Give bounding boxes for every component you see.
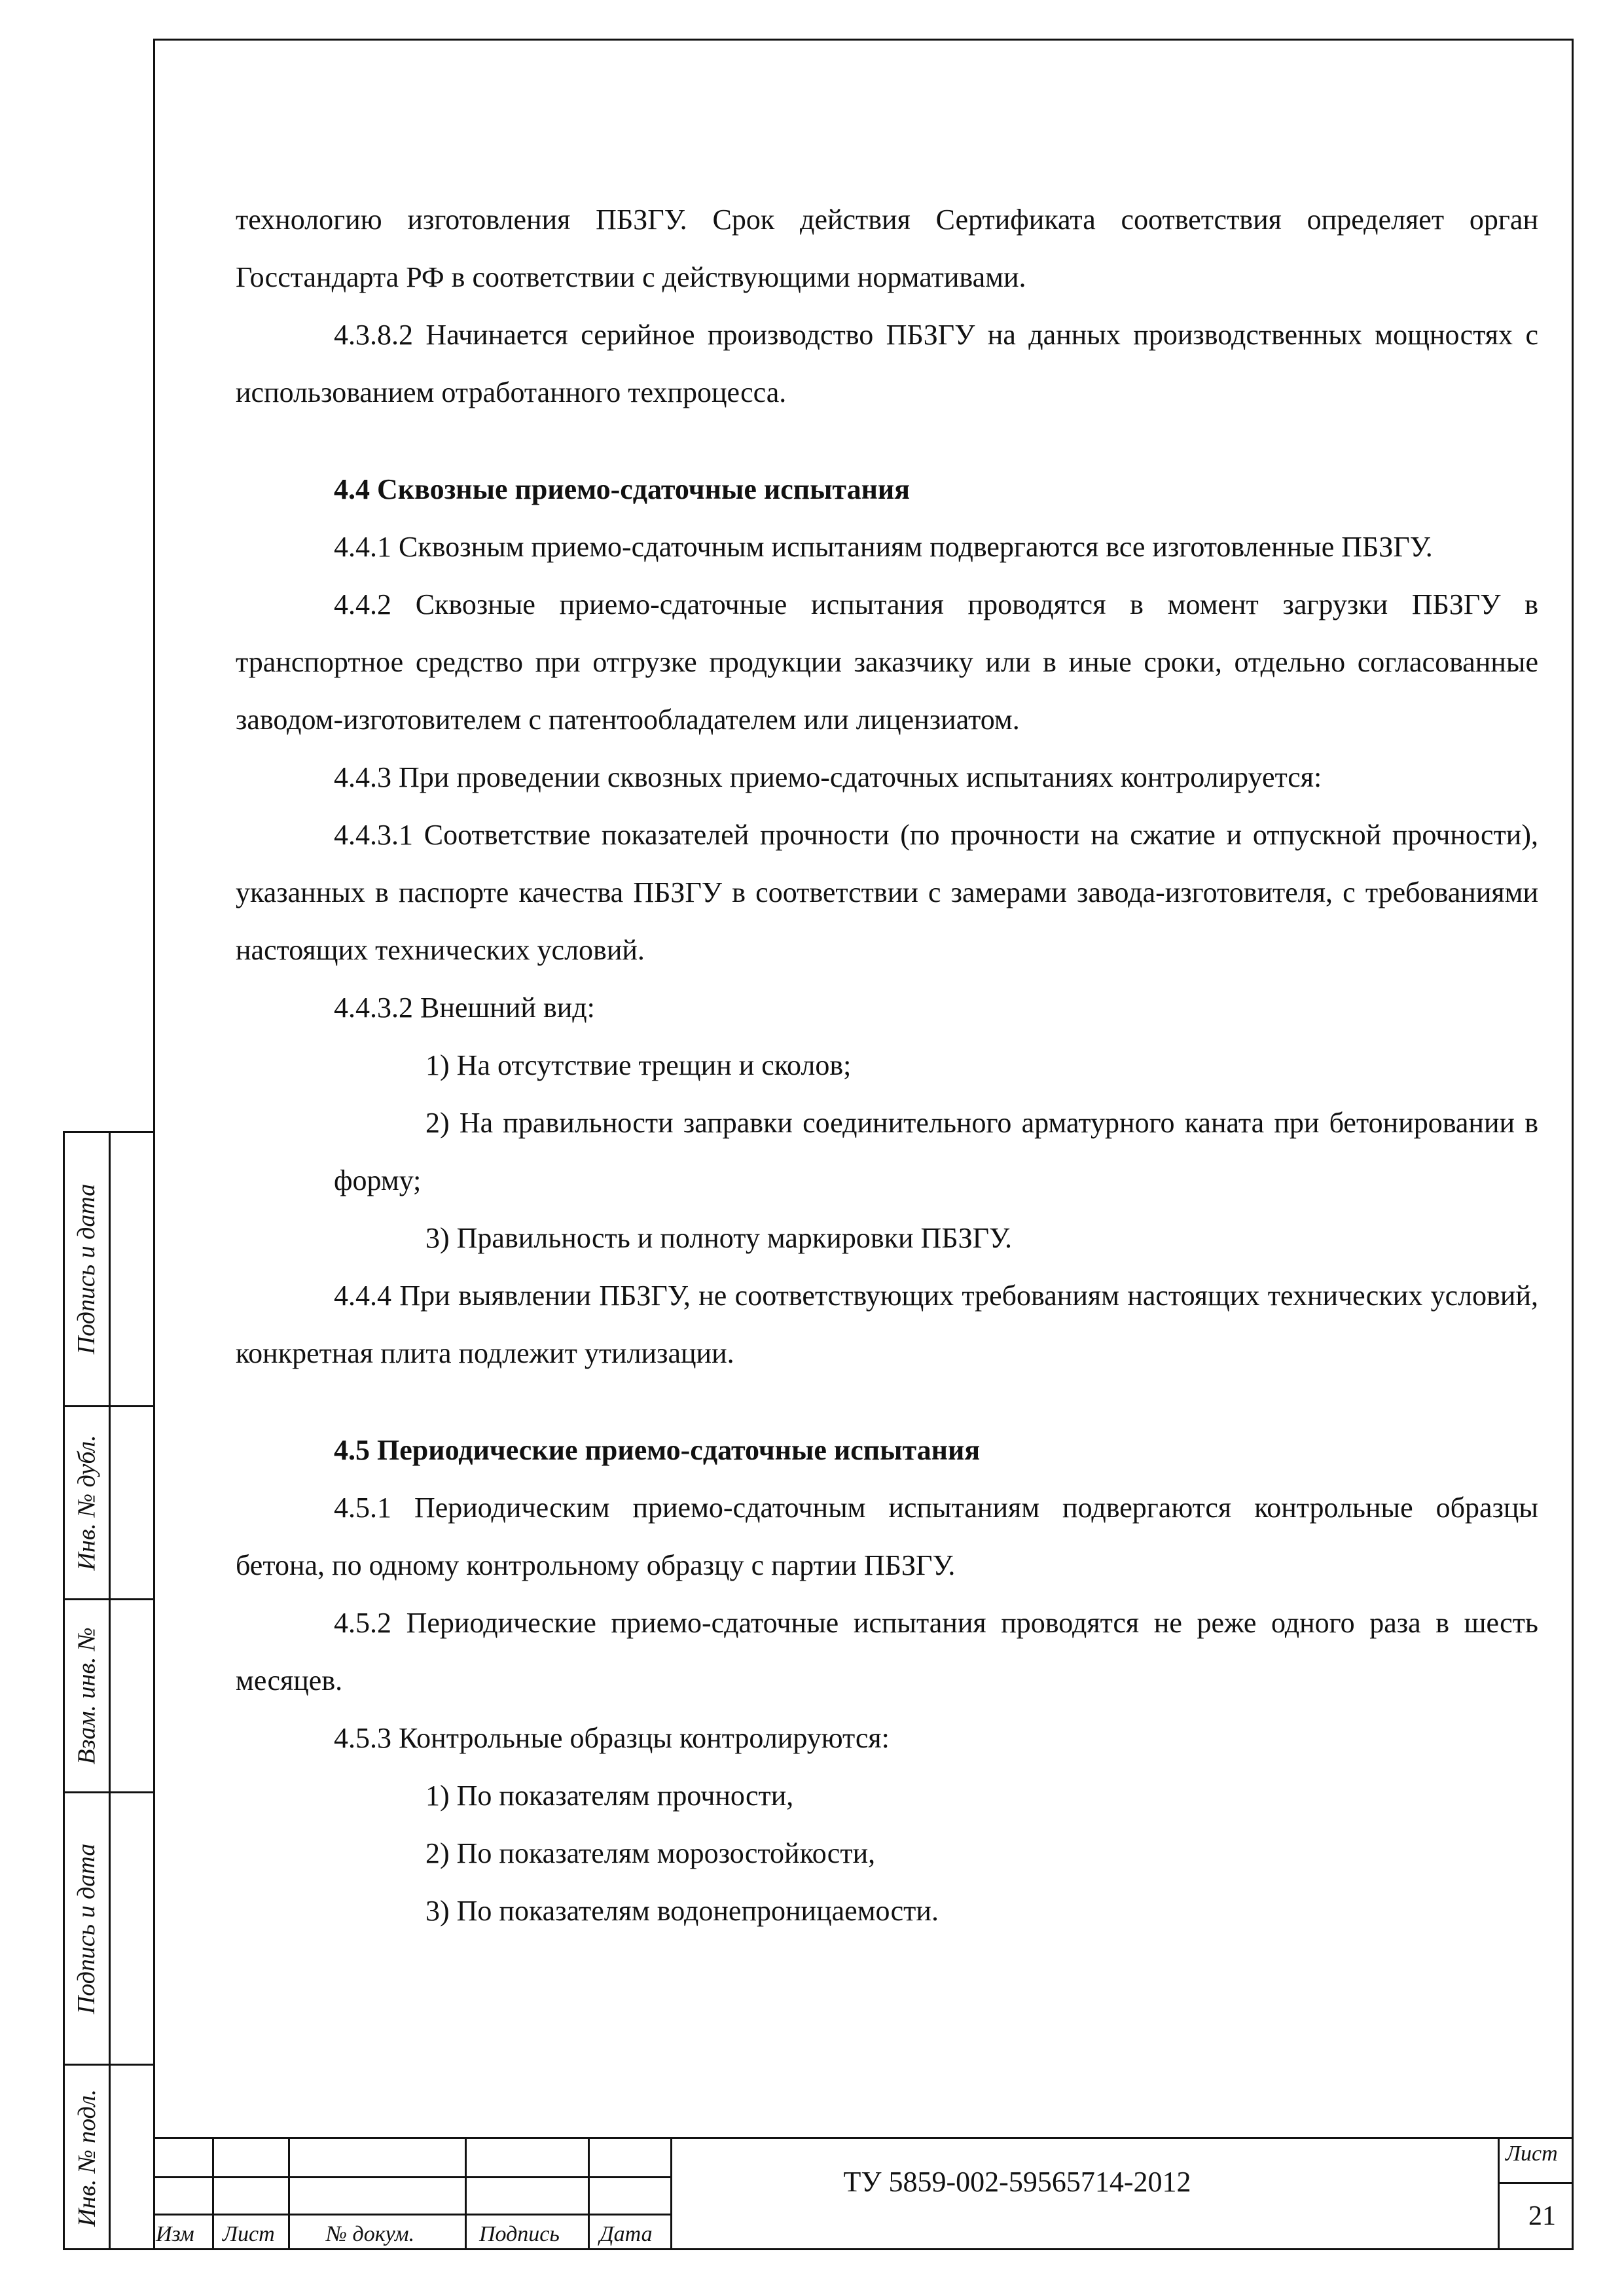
paragraph: 4.5.1 Периодическим приемо-сдаточным испытаниям подвергаются контрольные образцы бетона, по одному контрольному образцу с партии ПБЗГУ. [236, 1492, 1538, 1581]
stamp-header-list: Лист [223, 2222, 275, 2246]
paragraph: 4.4.3.2 Внешний вид: [334, 992, 595, 1024]
list-item: 3) Правильность и полноту маркировки ПБЗГУ. [425, 1222, 1013, 1254]
section-heading: 4.4 Сквозные приемо-сдаточные испытания [334, 473, 911, 505]
side-cell [65, 2064, 153, 2250]
side-cell [65, 1133, 153, 1405]
stamp-header-date: Дата [600, 2222, 653, 2246]
sheet-label: Лист [1506, 2142, 1558, 2166]
side-label: Взам. инв. № [73, 1627, 101, 1765]
paragraph: 4.5.2 Периодические приемо-сдаточные испытания проводятся не реже одного раза в шесть месяцев. [236, 1607, 1538, 1696]
list-item: 1) По показателям прочности, [425, 1780, 794, 1812]
paragraph: 4.4.3.1 Соответствие показателей прочности (по прочности на сжатие и отпускной прочности), указанных в паспорте качества ПБЗГУ в соответствии с замерами завода-изготовителя, с требованиями настоящих технических условий. [236, 819, 1538, 966]
stamp-header-izm: Изм [156, 2222, 194, 2246]
document-code: ТУ 5859-002-59565714-2012 [843, 2166, 1191, 2198]
paragraph: 4.4.3 При проведении сквозных приемо-сдаточных испытаниях контролируется: [334, 761, 1322, 793]
side-label: Инв. № дубл. [73, 1435, 101, 1571]
side-cell [65, 1405, 153, 1598]
stamp-header-signature: Подпись [479, 2222, 560, 2246]
stamp-header-doc-number: № докум. [326, 2222, 415, 2246]
side-cell [65, 1791, 153, 2064]
section-heading: 4.5 Периодические приемо-сдаточные испытания [334, 1434, 981, 1466]
paragraph: 4.4.1 Сквозным приемо-сдаточным испытаниям подвергаются все изготовленные ПБЗГУ. [334, 531, 1433, 563]
title-block [153, 2137, 1574, 2250]
paragraph: 4.4.4 При выявлении ПБЗГУ, не соответствующих требованиям настоящих технических условий, конкретная плита подлежит утилизации. [236, 1280, 1538, 1369]
side-cell [65, 1598, 153, 1791]
sheet-number: 21 [1528, 2201, 1556, 2231]
paragraph: 4.3.8.2 Начинается серийное производство ПБЗГУ на данных производственных мощностях с использованием отработанного техпроцесса. [236, 319, 1538, 408]
paragraph: 4.5.3 Контрольные образцы контролируются: [334, 1722, 890, 1754]
list-item: 1) На отсутствие трещин и сколов; [425, 1049, 852, 1081]
paragraph: технологию изготовления ПБЗГУ. Срок действия Сертификата соответствия определяет орган Госстандарта РФ в соответствии с действующими нормативами. [236, 204, 1538, 293]
paragraph: 4.4.2 Сквозные приемо-сдаточные испытания проводятся в момент загрузки ПБЗГУ в транспортное средство при отгрузке продукции заказчику или в иные сроки, отдельно согласованные заводом-изготовителем с патентообладателем или лицензиатом. [236, 588, 1538, 736]
side-label: Подпись и дата [73, 1183, 101, 1355]
side-label: Подпись и дата [73, 1843, 101, 2014]
list-item: 2) По показателям морозостойкости, [425, 1837, 876, 1869]
side-signature-strip [63, 1131, 153, 2250]
document-body [236, 191, 1538, 1940]
list-item: 2) На правильности заправки соединительного арматурного каната при бетонировании в форму; [334, 1107, 1538, 1196]
list-item: 3) По показателям водонепроницаемости. [425, 1895, 939, 1927]
side-label: Инв. № подл. [73, 2089, 101, 2227]
